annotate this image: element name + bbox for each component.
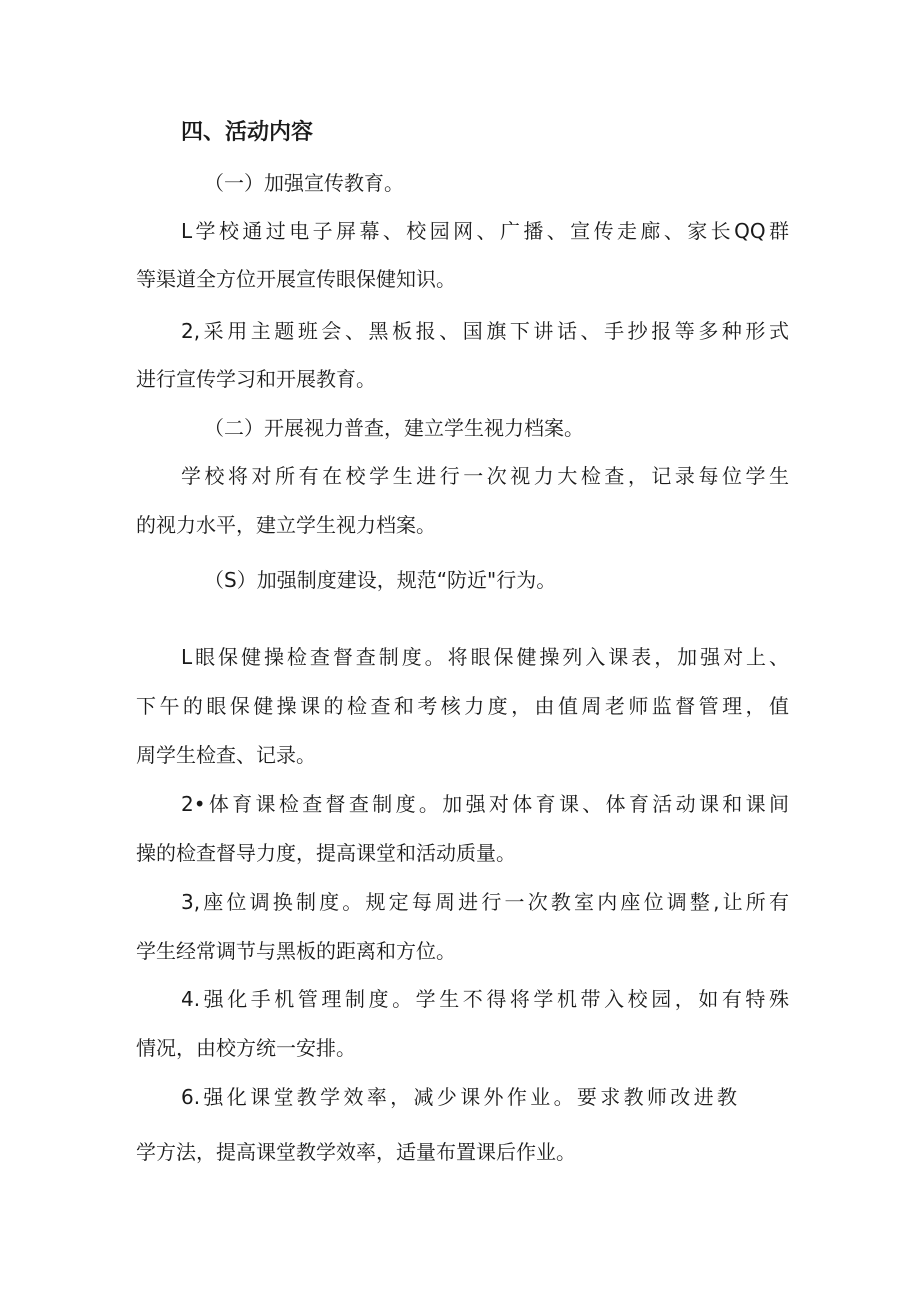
paragraph-line: 学校将对所有在校学生进行一次视力大检查，记录每位学生 xyxy=(181,464,789,488)
paragraph-line: 等渠道全方位开展宣传眼保健知识。 xyxy=(136,267,456,291)
paragraph-line: 情况，由校方统一安排。 xyxy=(136,1036,356,1060)
paragraph-line: 学方法，提高课堂教学效率，适量布置课后作业。 xyxy=(136,1140,576,1164)
subsection-heading-1: （一）加强宣传教育。 xyxy=(204,171,404,195)
paragraph-line: 的视力水平，建立学生视力档案。 xyxy=(136,513,436,537)
paragraph-line: 6.强化课堂教学效率，减少课外作业。要求教师改进教 xyxy=(181,1085,737,1109)
paragraph-line: 操的检查督导力度，提高课堂和活动质量。 xyxy=(136,841,516,865)
paragraph-line: 周学生检查、记录。 xyxy=(136,743,316,767)
subsection-heading-2: （二）开展视力普查，建立学生视力档案。 xyxy=(204,416,584,440)
paragraph-line: 4.强化手机管理制度。学生不得将学机带入校园，如有特殊 xyxy=(181,987,789,1011)
paragraph-line: 3,座位调换制度。规定每周进行一次教室内座位调整,让所有 xyxy=(181,890,789,914)
paragraph-line: L学校通过电子屏幕、校园网、广播、宣传走廊、家长QQ群 xyxy=(181,219,789,243)
paragraph-line: 进行宣传学习和开展教育。 xyxy=(136,367,376,391)
paragraph-line: 下午的眼保健操课的检查和考核力度，由值周老师监督管理，值 xyxy=(136,694,789,718)
subsection-heading-3: （S）加强制度建设，规范“防近"行为。 xyxy=(204,568,557,592)
paragraph-line: 2,采用主题班会、黑板报、国旗下讲话、手抄报等多种形式 xyxy=(181,319,789,343)
paragraph-line: 2•体育课检查督查制度。加强对体育课、体育活动课和课间 xyxy=(181,792,789,816)
paragraph-line: L眼保健操检查督查制度。将眼保健操列入课表，加强对上、 xyxy=(181,645,789,669)
paragraph-line: 学生经常调节与黑板的距离和方位。 xyxy=(136,939,456,963)
section-heading: 四、活动内容 xyxy=(181,120,314,145)
